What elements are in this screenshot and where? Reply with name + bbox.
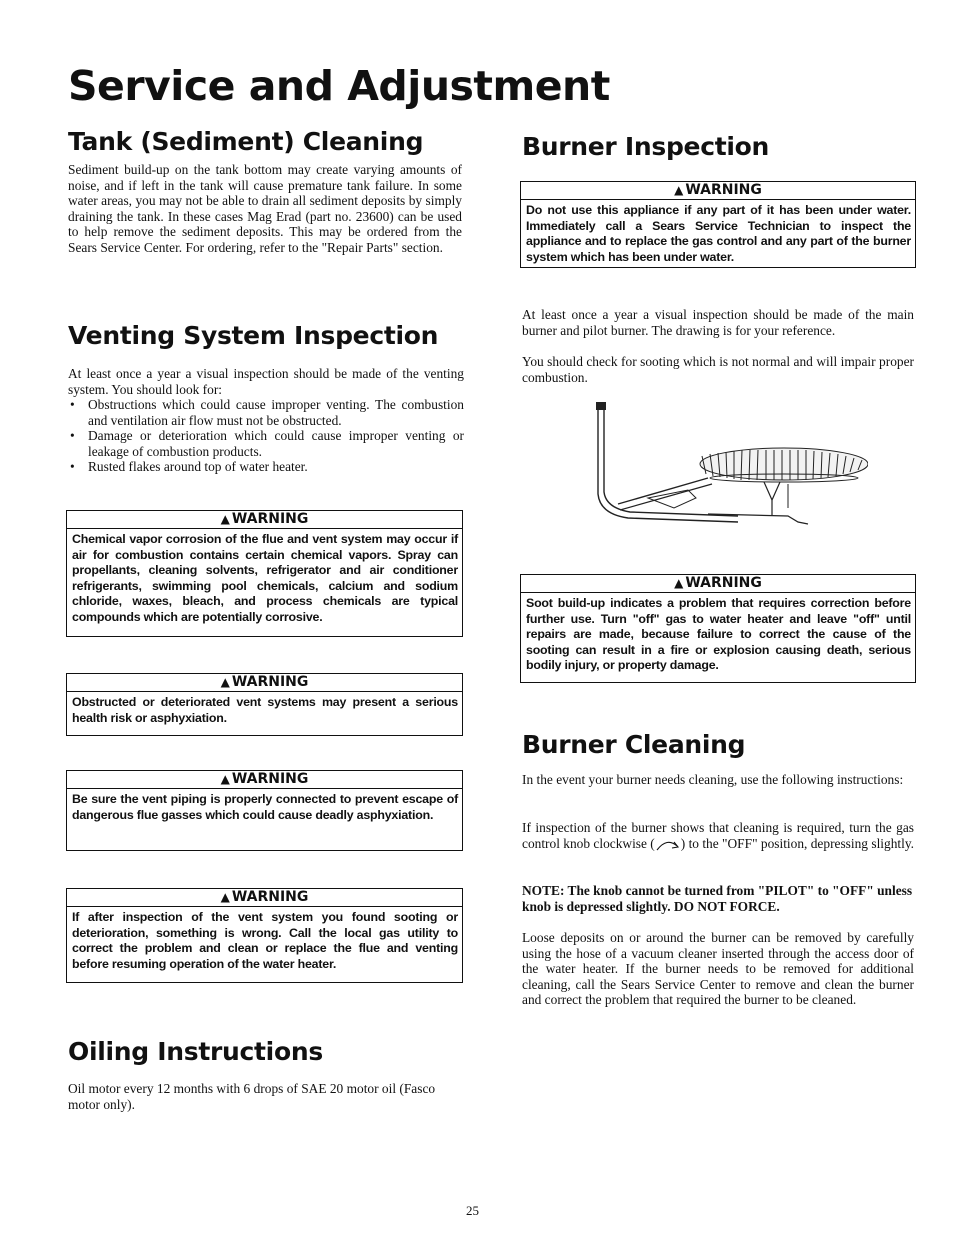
list-item: • Obstructions which could cause improper venting. The combustion and ventilation air flow must not be obstructed.	[68, 397, 464, 428]
warning-header: ▲ WARNING	[521, 182, 915, 200]
burner-inspection-text-1: At least once a year a visual inspection should be made of the main burner and pilot burner. The drawing is for your reference.	[522, 307, 914, 338]
warning-triangle-icon: ▲	[674, 183, 684, 197]
warning-header: ▲ WARNING	[67, 771, 462, 789]
burner-cleaning-text-2: If inspection of the burner shows that cleaning is required, turn the gas control knob clockwise ( ) to the "OFF" position, depressing slightly.	[522, 820, 915, 851]
burner-drawing	[588, 398, 868, 530]
warning-box-sooting-found	[66, 888, 463, 983]
venting-checklist	[68, 397, 464, 475]
page-title: Service and Adjustment	[68, 62, 610, 110]
warning-text: Soot build-up indicates a problem that requires correction before further use. Turn "off" gas to water heater and leave "off" until repairs are made, because failure to correct the cause of the sooting can result in a fire or explosion causing death, serious bodily injury, or property damage.	[526, 596, 911, 673]
warning-box-chemical	[66, 510, 463, 637]
warning-box-soot	[520, 574, 916, 683]
venting-heading: Venting System Inspection	[68, 321, 439, 350]
warning-box-water	[520, 181, 916, 268]
tank-cleaning-text: Sediment build-up on the tank bottom may create varying amounts of noise, and if left in the tank will cause premature tank failure. In some water areas, you may not be able to drain all sediment deposits by simply draining the tank. In these cases Mag Erad (part no. 23600) can be used to help remove the sediment deposits. This may be ordered from the Sears Service Center. For ordering, refer to the "Repair Parts" section.	[68, 162, 462, 255]
warning-triangle-icon: ▲	[220, 772, 230, 786]
burner-cleaning-heading: Burner Cleaning	[522, 730, 746, 759]
burner-inspection-heading: Burner Inspection	[522, 132, 770, 161]
venting-intro: At least once a year a visual inspection should be made of the venting system. You should look for:	[68, 366, 464, 397]
oiling-text: Oil motor every 12 months with 6 drops of SAE 20 motor oil (Fasco motor only).	[68, 1081, 436, 1112]
warning-box-obstructed	[66, 673, 463, 736]
warning-header: ▲ WARNING	[67, 674, 462, 692]
warning-triangle-icon: ▲	[220, 512, 230, 526]
burner-cleaning-text-3: Loose deposits on or around the burner can be removed by carefully using the hose of a vacuum cleaner inserted through the access door of the water heater. If the burner needs to be removed for additional cleaning, call the Sears Service Center to remove and clean the burner and correct the problem that required the burner to be cleaned.	[522, 930, 914, 1008]
warning-text: Be sure the vent piping is properly connected to prevent escape of dangerous flue gasses which could cause deadly asphyxiation.	[72, 792, 458, 822]
oiling-heading: Oiling Instructions	[68, 1037, 323, 1066]
warning-triangle-icon: ▲	[674, 576, 684, 590]
clockwise-arrow-icon	[655, 837, 681, 851]
warning-triangle-icon: ▲	[220, 890, 230, 904]
warning-text: Do not use this appliance if any part of it has been under water. Immediately call a Sears Service Technician to inspect the appliance and to replace the gas control and any part of the burner system which has been under water.	[526, 203, 911, 264]
list-item: • Damage or deterioration which could cause improper venting or leakage of combustion products.	[68, 428, 464, 459]
knob-note: NOTE: The knob cannot be turned from "PILOT" to "OFF" unless knob is depressed slightly. DO NOT FORCE.	[522, 883, 913, 914]
burner-cleaning-text-1: In the event your burner needs cleaning, use the following instructions:	[522, 772, 904, 787]
warning-text: Chemical vapor corrosion of the flue and vent system may occur if air for combustion contains certain chemical vapors. Spray can propellants, cleaning solvents, refrigerator and air conditioner refrigerants, swimming pool chemicals, calcium and sodium chloride, waxes, bleach, and process chemicals are typical compounds which are potentially corrosive.	[72, 532, 458, 624]
warning-triangle-icon: ▲	[220, 675, 230, 689]
list-item: • Rusted flakes around top of water heater.	[68, 459, 464, 475]
warning-header: ▲ WARNING	[521, 575, 915, 593]
warning-text: If after inspection of the vent system you found sooting or deterioration, something is wrong. Call the local gas utility to correct the problem and clean or replace the flue and venting before resuming operation of the water heater.	[72, 910, 458, 971]
warning-text: Obstructed or deteriorated vent systems may present a serious health risk or asphyxiation.	[72, 695, 458, 725]
tank-cleaning-heading: Tank (Sediment) Cleaning	[68, 127, 424, 156]
warning-box-vent-piping	[66, 770, 463, 851]
warning-header: ▲ WARNING	[67, 511, 462, 529]
burner-inspection-text-2: You should check for sooting which is not normal and will impair proper combustion.	[522, 354, 914, 385]
warning-header: ▲ WARNING	[67, 889, 462, 907]
page-number: 25	[466, 1203, 479, 1218]
